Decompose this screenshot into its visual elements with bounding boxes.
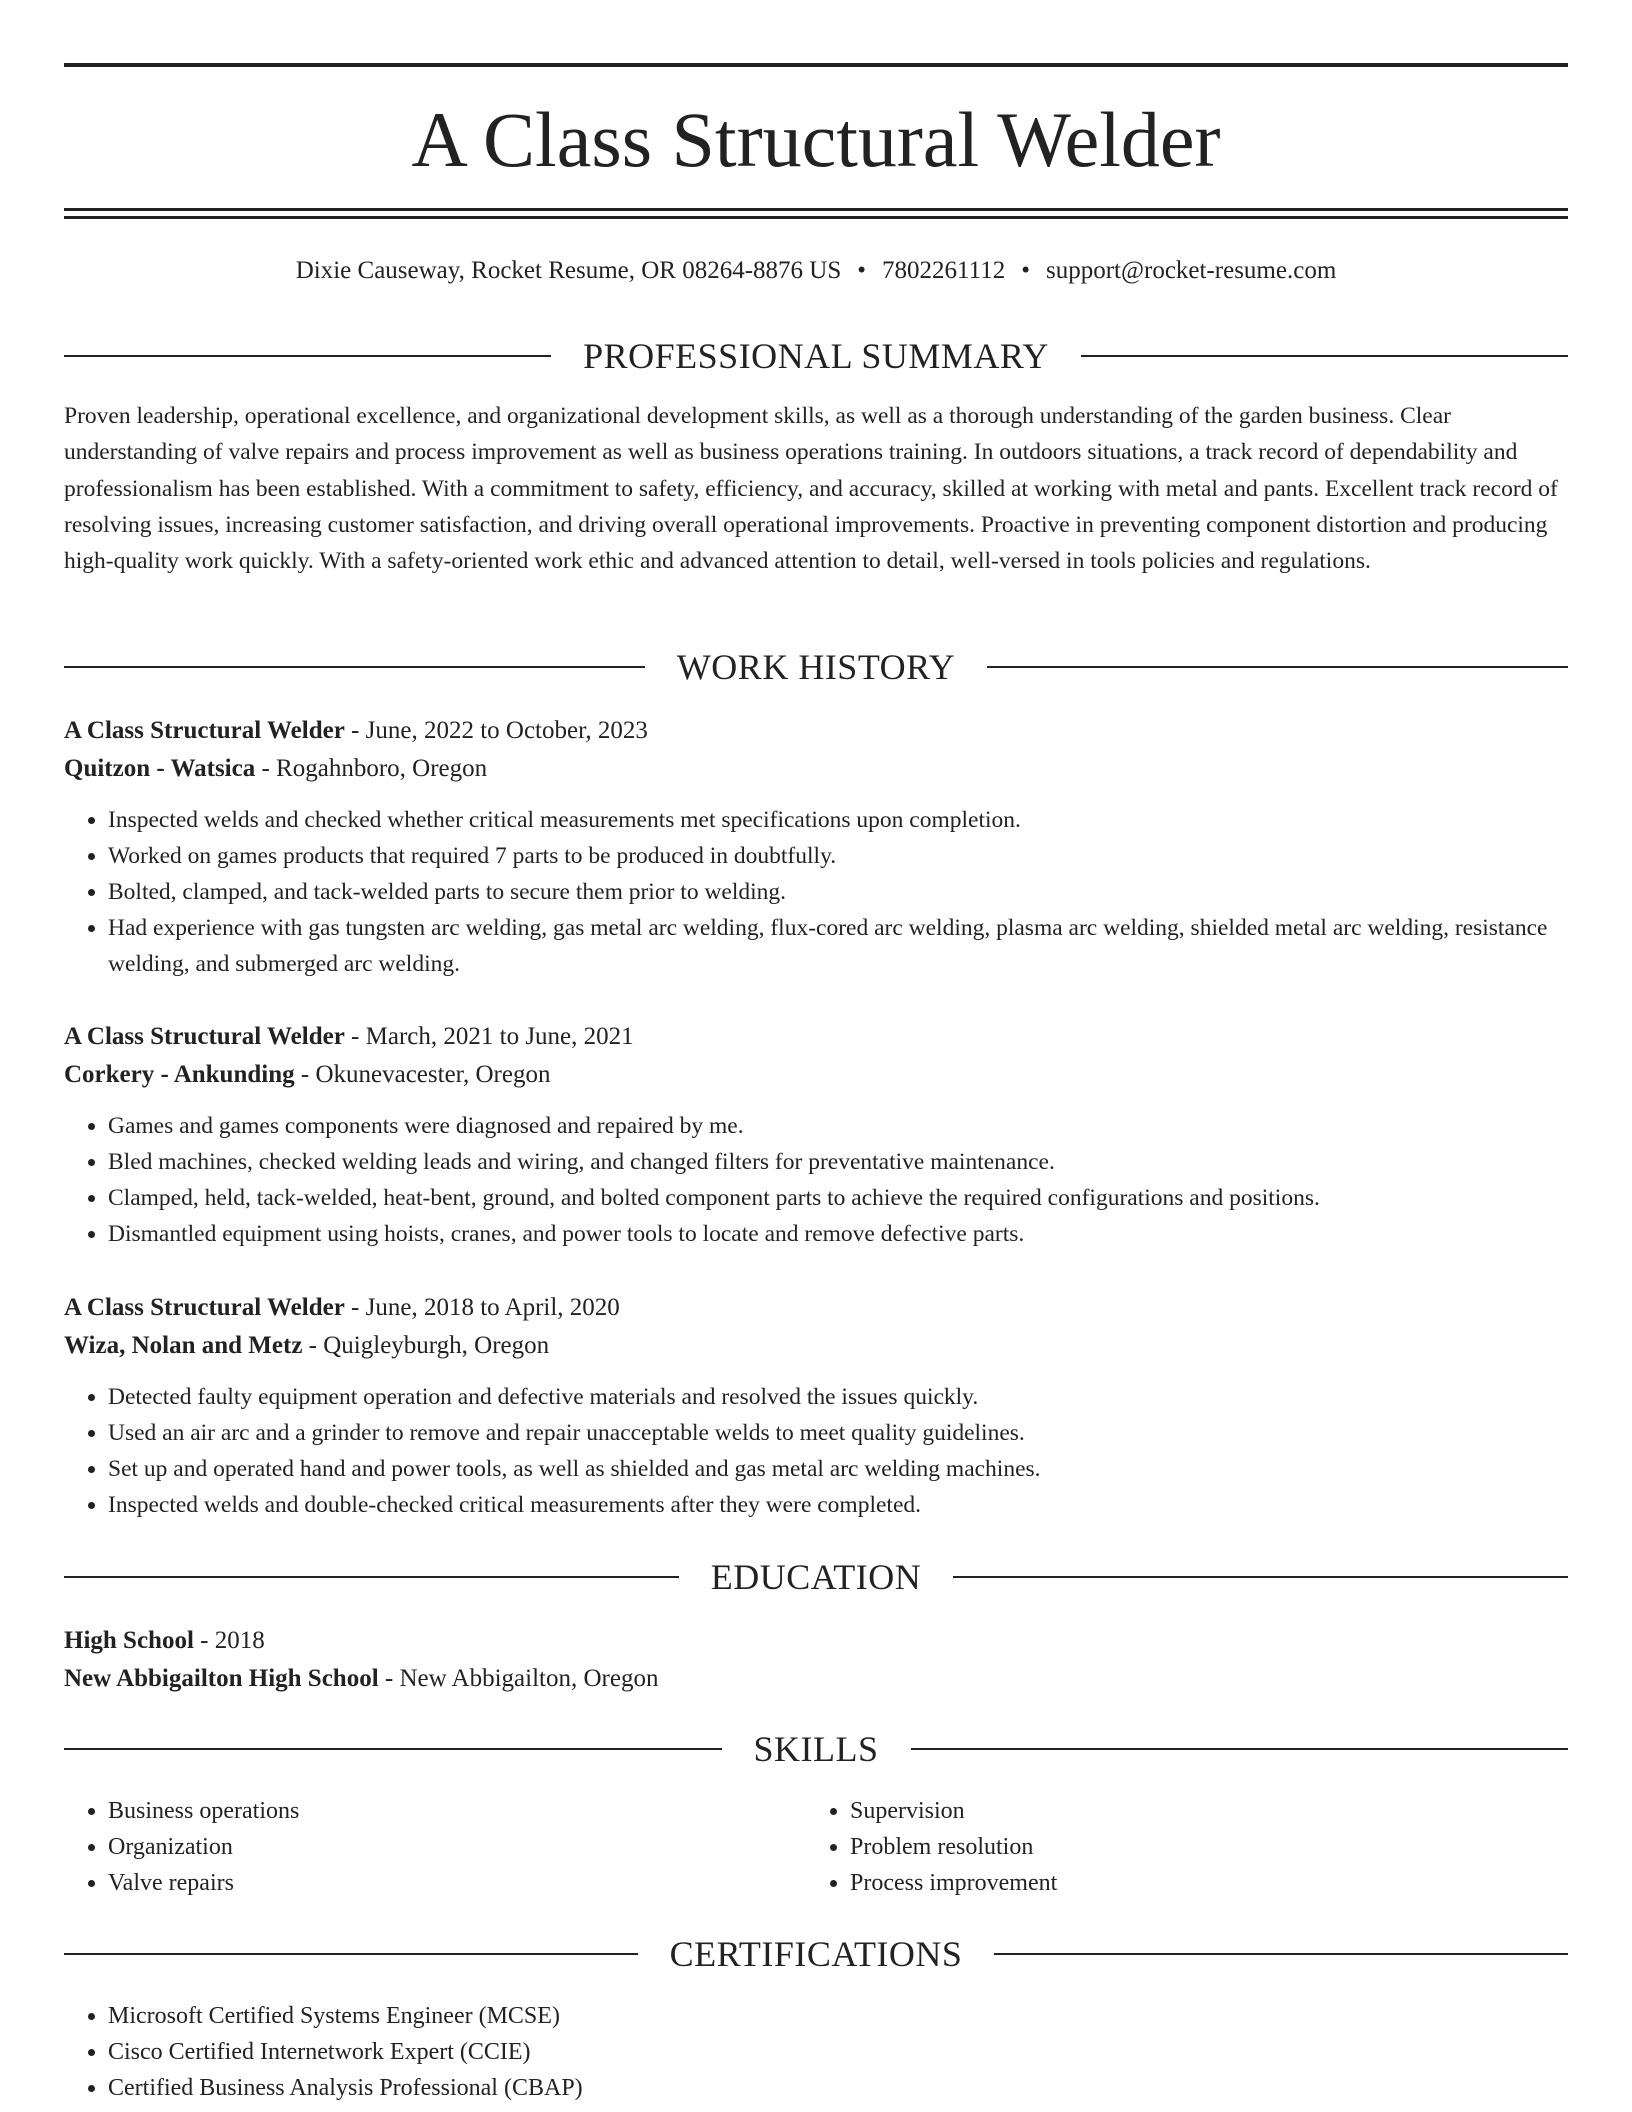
job-dates: - March, 2021 to June, 2021	[344, 1023, 634, 1050]
skill-item: • Organization	[108, 1829, 806, 1865]
job-company: Quitzon - Watsica	[64, 755, 256, 782]
contact-email: support@rocket-resume.com	[1045, 257, 1337, 284]
job-company-line	[64, 1327, 1568, 1365]
job-dates: - June, 2018 to April, 2020	[344, 1294, 620, 1321]
job-title-line	[64, 1289, 1568, 1327]
certification-item: • Cisco Certified Internetwork Expert (CCIE)	[108, 2034, 1568, 2070]
list-item: • Had experience with gas tungsten arc welding, gas metal arc welding, flux-cored arc welding, plasma arc welding, shielded metal arc welding, resistance welding, and submerged arc welding.	[108, 910, 1568, 982]
job-entry	[64, 712, 1568, 982]
section-rule	[64, 666, 645, 668]
list-item: • Clamped, held, tack-welded, heat-bent, ground, and bolted component parts to achieve the required configurations and positions.	[108, 1180, 1568, 1216]
education-degree: High School	[64, 1627, 194, 1654]
job-company: Wiza, Nolan and Metz	[64, 1332, 303, 1359]
job-title-line	[64, 712, 1568, 750]
certifications-list	[64, 1998, 1568, 2106]
top-rule	[64, 63, 1568, 67]
section-title: PROFESSIONAL SUMMARY	[583, 336, 1049, 376]
contact-separator: •	[857, 257, 867, 284]
skill-item: • Valve repairs	[108, 1865, 806, 1901]
section-header-work-history	[64, 645, 1568, 689]
title-rule-upper	[64, 208, 1568, 211]
skill-item: • Supervision	[850, 1793, 1548, 1829]
certifications-items	[64, 1998, 1568, 2106]
contact-address: Dixie Causeway, Rocket Resume, OR 08264-8876 US	[295, 257, 842, 284]
contact-line	[64, 254, 1568, 288]
job-location: - Quigleyburgh, Oregon	[302, 1332, 550, 1359]
list-item: • Worked on games products that required 7 parts to be produced in doubtfully.	[108, 838, 1568, 874]
skills-column-right	[806, 1793, 1548, 1901]
job-bullets	[64, 1379, 1568, 1523]
job-bullets	[64, 802, 1568, 982]
job-company: Corkery - Ankunding	[64, 1061, 295, 1088]
section-rule	[953, 1576, 1568, 1578]
list-item: • Bled machines, checked welding leads and wiring, and changed filters for preventative maintenance.	[108, 1144, 1568, 1180]
job-entry	[64, 1018, 1568, 1252]
skills-column-left	[64, 1793, 806, 1901]
section-title: EDUCATION	[710, 1557, 922, 1597]
section-title: WORK HISTORY	[676, 647, 956, 687]
list-item: • Bolted, clamped, and tack-welded parts to secure them prior to welding.	[108, 874, 1568, 910]
section-header-certifications	[64, 1932, 1568, 1976]
section-title: CERTIFICATIONS	[669, 1934, 963, 1974]
job-bullets	[64, 1108, 1568, 1252]
contact-separator: •	[1021, 257, 1030, 284]
list-item: • Dismantled equipment using hoists, cranes, and power tools to locate and remove defective parts.	[108, 1216, 1568, 1252]
job-title: A Class Structural Welder	[64, 1023, 345, 1050]
job-location: - Okunevacester, Oregon	[294, 1061, 551, 1088]
section-rule	[911, 1748, 1569, 1750]
job-company-line	[64, 750, 1568, 788]
skill-item: • Problem resolution	[850, 1829, 1548, 1865]
job-dates: - June, 2022 to October, 2023	[344, 717, 648, 744]
list-item: • Inspected welds and double-checked critical measurements after they were completed.	[108, 1487, 1568, 1523]
education-degree-line	[64, 1622, 1568, 1660]
list-item: • Games and games components were diagnosed and repaired by me.	[108, 1108, 1568, 1144]
list-item: • Used an air arc and a grinder to remove and repair unacceptable welds to meet quality guidelines.	[108, 1415, 1568, 1451]
education-entry	[64, 1622, 1568, 1698]
section-header-education	[64, 1555, 1568, 1599]
list-item: • Inspected welds and checked whether critical measurements met specifications upon completion.	[108, 802, 1568, 838]
section-rule	[1081, 355, 1568, 357]
list-item: • Set up and operated hand and power tools, as well as shielded and gas metal arc welding machines.	[108, 1451, 1568, 1487]
certification-item: • Microsoft Certified Systems Engineer (MCSE)	[108, 1998, 1568, 2034]
skills-list	[64, 1793, 1568, 1901]
section-rule	[994, 1953, 1568, 1955]
section-title: SKILLS	[753, 1729, 879, 1769]
contact-phone: 7802261112	[882, 257, 1006, 284]
summary-text: Proven leadership, operational excellence, and organizational development skills, as well as a thorough understanding of the garden business. Clear understanding of valve repairs and process improvement as well as business operations training. In outdoors situations, a track record of dependability and professionalism has been established. With a commitment to safety, efficiency, and accuracy, skilled at working with metal and pants. Excellent track record of resolving issues, increasing customer satisfaction, and driving overall operational improvements. Proactive in preventing component distortion and producing high-quality work quickly. With a safety-oriented work ethic and advanced attention to detail, well-versed in tools policies and regulations.	[64, 403, 1558, 575]
job-title: A Class Structural Welder	[64, 1294, 345, 1321]
section-rule	[64, 355, 551, 357]
section-rule	[64, 1953, 638, 1955]
education-year: - 2018	[193, 1627, 265, 1654]
section-rule	[987, 666, 1568, 668]
job-location: - Rogahnboro, Oregon	[255, 755, 488, 782]
skill-item: • Process improvement	[850, 1865, 1548, 1901]
resume-title: A Class Structural Welder	[411, 96, 1221, 183]
job-entry	[64, 1289, 1568, 1523]
job-company-line	[64, 1056, 1568, 1094]
education-location: - New Abbigailton, Oregon	[378, 1665, 659, 1692]
section-rule	[64, 1748, 722, 1750]
skill-item: • Business operations	[108, 1793, 806, 1829]
education-school-line	[64, 1660, 1568, 1698]
section-header-skills	[64, 1727, 1568, 1771]
section-header-summary	[64, 334, 1568, 378]
job-title: A Class Structural Welder	[64, 717, 345, 744]
title-rule-lower	[64, 216, 1568, 219]
job-title-line	[64, 1018, 1568, 1056]
section-rule	[64, 1576, 679, 1578]
education-school: New Abbigailton High School	[64, 1665, 379, 1692]
list-item: • Detected faulty equipment operation and defective materials and resolved the issues quickly.	[108, 1379, 1568, 1415]
certification-item: • Certified Business Analysis Professional (CBAP)	[108, 2070, 1568, 2106]
